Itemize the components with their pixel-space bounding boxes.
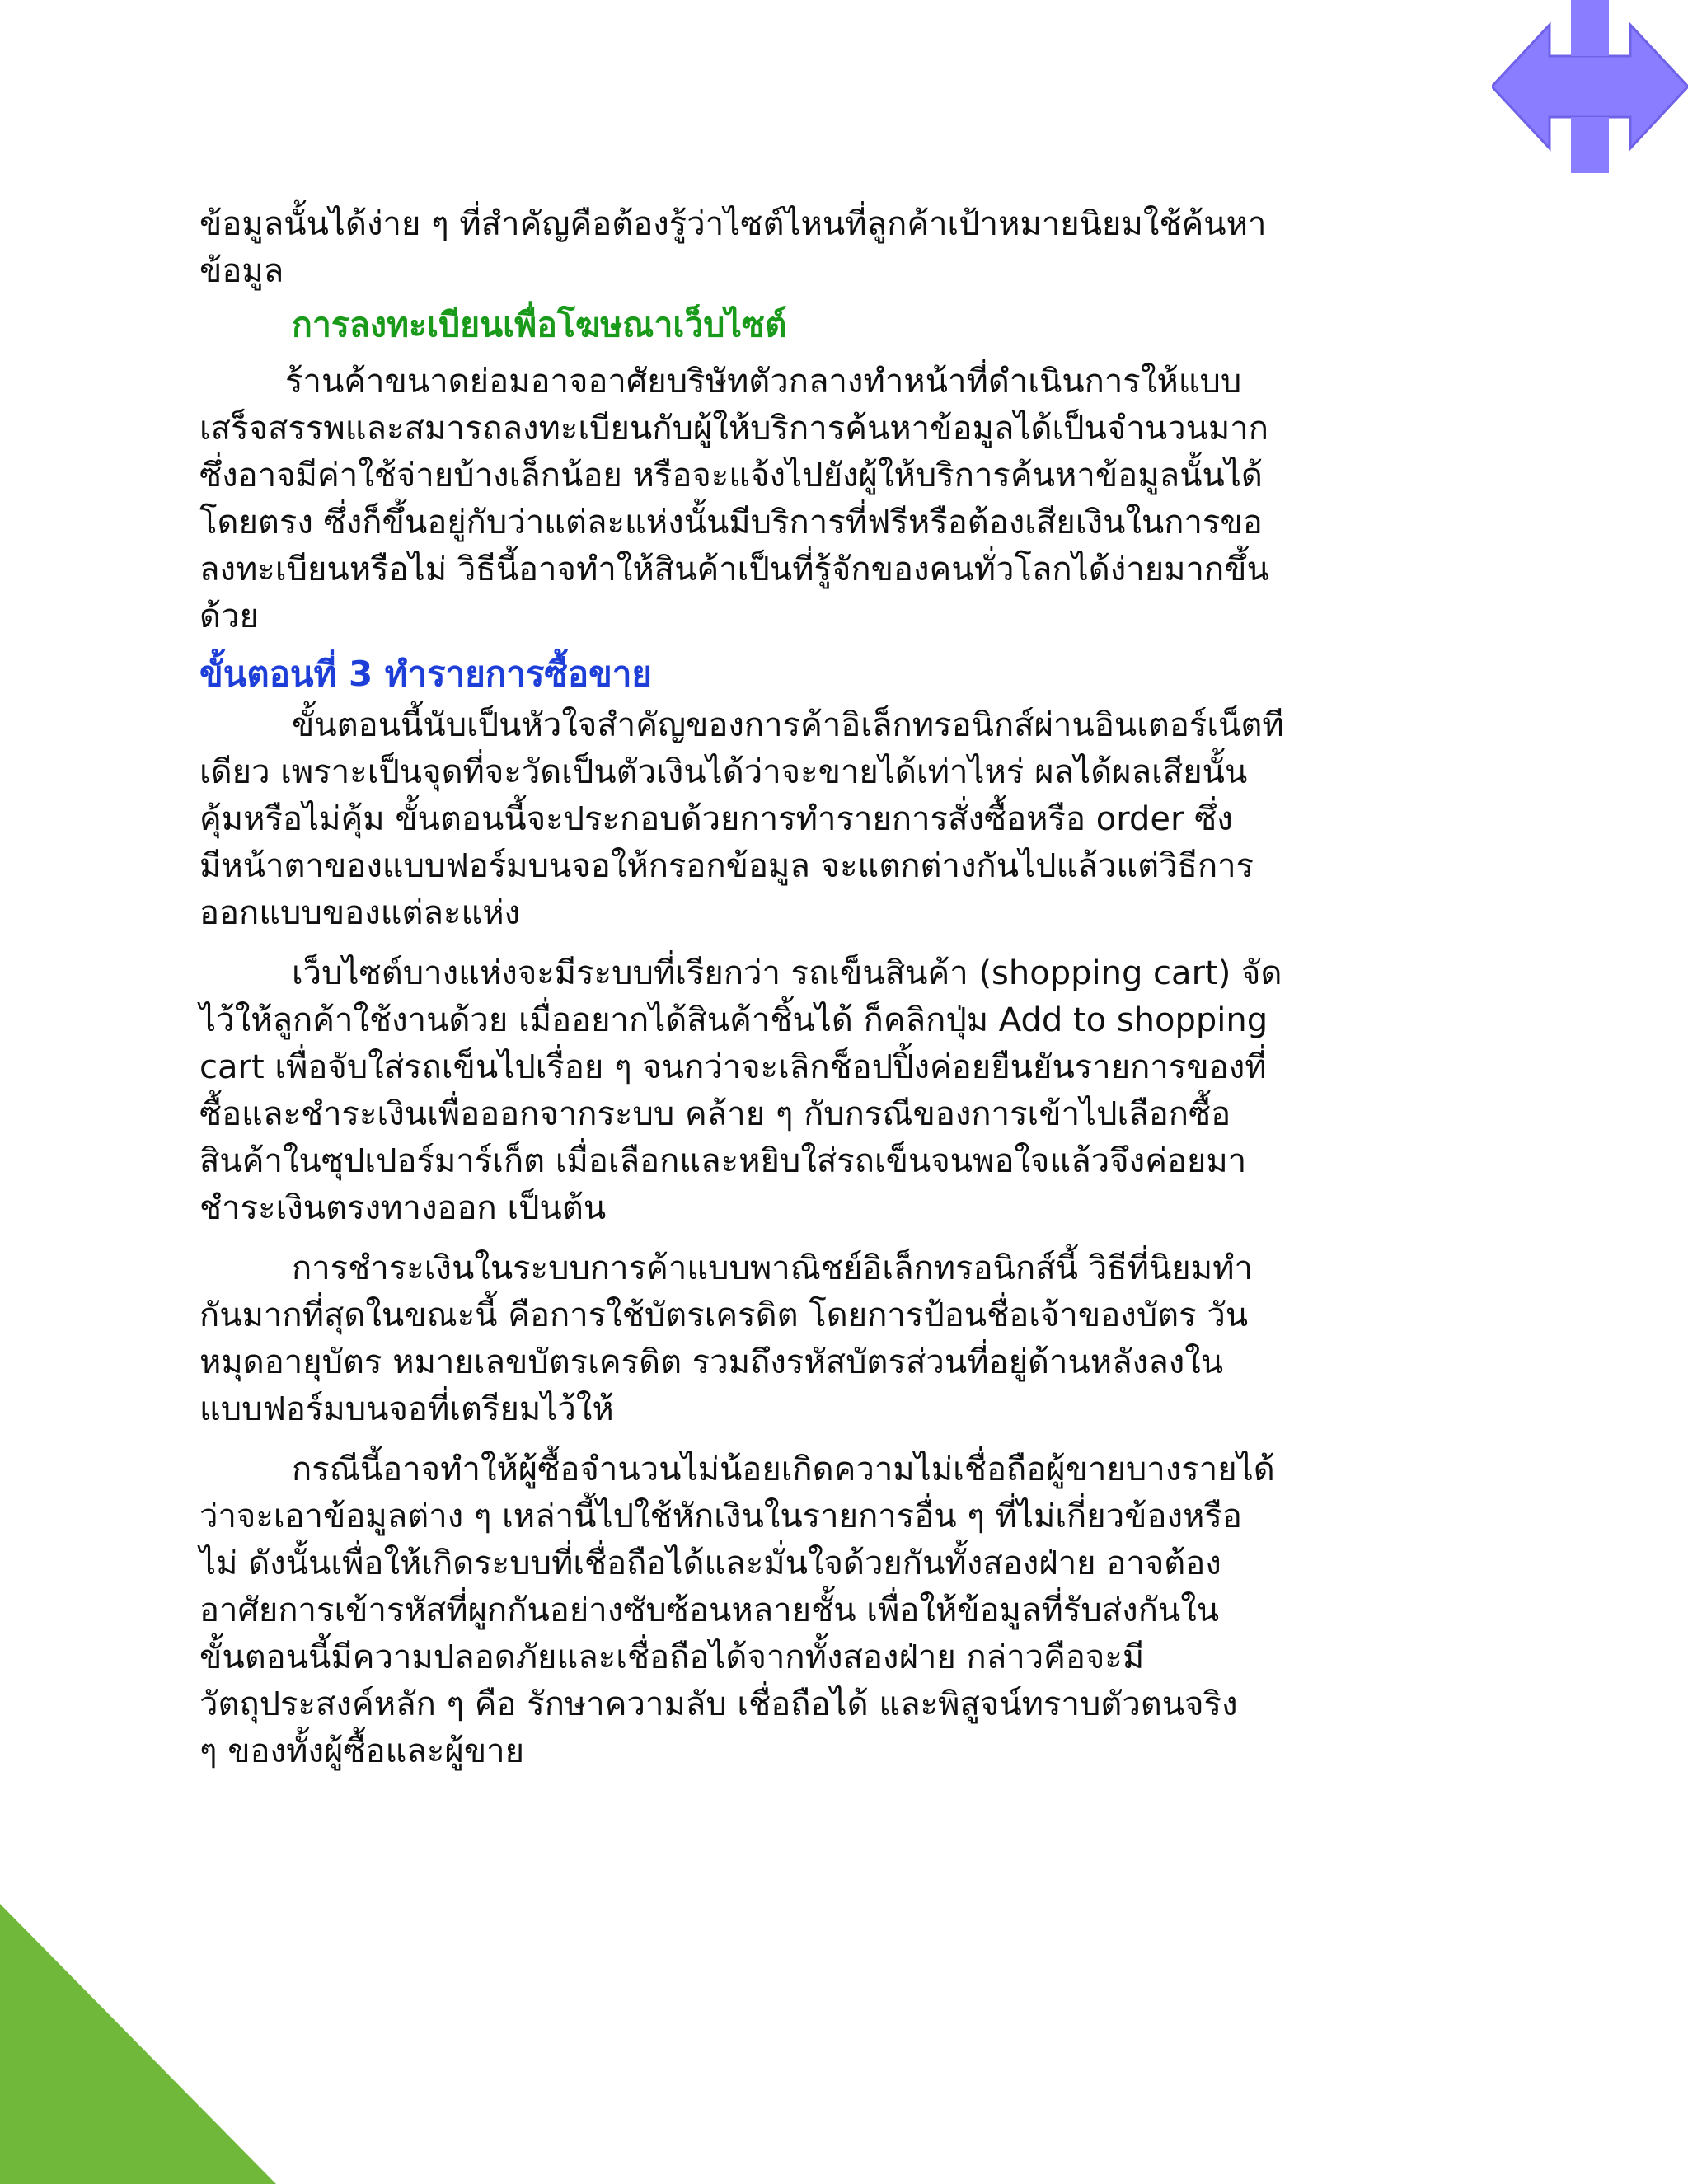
step3-paragraph-4 <box>199 1446 1411 1775</box>
text-line: เดียว เพราะเป็นจุดที่จะวัดเป็นตัวเงินได้ว่าจะขายได้เท่าไหร่ ผลได้ผลเสียนั้น <box>199 753 1248 791</box>
step3-paragraph-1 <box>199 702 1411 937</box>
left-right-arrow-icon[interactable] <box>1492 0 1688 173</box>
text-line: ข้อมูลนั้นได้ง่าย ๆ ที่สำคัญคือต้องรู้ว่าไซต์ไหนที่ลูกค้าเป้าหมายนิยมใช้ค้นหา <box>199 205 1267 243</box>
text-line: ด้วย <box>199 598 259 635</box>
text-line: ลงทะเบียนหรือไม่ วิธีนี้อาจทำให้สินค้าเป็นที่รู้จักของคนทั่วโลกได้ง่ายมากขึ้น <box>199 551 1269 588</box>
text-line: ไว้ให้ลูกค้าใช้งานด้วย เมื่ออยากได้สินค้าชิ้นได้ ก็คลิกปุ่ม Add to shopping <box>199 1001 1268 1039</box>
section-heading-step3: ขั้นตอนที่ 3 ทำรายการซื้อขาย <box>199 654 653 694</box>
text-line: ซื้อและชำระเงินเพื่อออกจากระบบ คล้าย ๆ กับกรณีของการเข้าไปเลือกซื้อ <box>199 1095 1231 1133</box>
text-line: อาศัยการเข้ารหัสที่ผูกกันอย่างซับซ้อนหลายชั้น เพื่อให้ข้อมูลที่รับส่งกันใน <box>199 1591 1220 1629</box>
text-line: ซึ่งอาจมีค่าใช้จ่ายบ้างเล็กน้อย หรือจะแจ้งไปยังผู้ให้บริการค้นหาข้อมูลนั้นได้ <box>199 457 1263 494</box>
text-line: ขั้นตอนนี้นับเป็นหัวใจสำคัญของการค้าอิเล็กทรอนิกส์ผ่านอินเตอร์เน็ตที <box>292 706 1284 744</box>
text-line: แบบฟอร์มบนจอที่เตรียมไว้ให้ <box>199 1390 614 1428</box>
text-line: โดยตรง ซึ่งก็ขึ้นอยู่กับว่าแต่ละแห่งนั้นมีบริการที่ฟรีหรือต้องเสียเงินในการขอ <box>199 504 1263 541</box>
section-heading-registration: การลงทะเบียนเพื่อโฆษณาเว็บไซต์ <box>292 305 787 344</box>
text-line: ไม่ ดังนั้นเพื่อให้เกิดระบบที่เชื่อถือได้และมั่นใจด้วยกันทั้งสองฝ่าย อาจต้อง <box>199 1544 1221 1582</box>
text-line: คุ้มหรือไม่คุ้ม ขั้นตอนนี้จะประกอบด้วยการทำรายการสั่งซื้อหรือ order ซึ่ง <box>199 800 1233 838</box>
text-line: ๆ ของทั้งผู้ซื้อและผู้ขาย <box>199 1732 525 1770</box>
text-line: สินค้าในซุปเปอร์มาร์เก็ต เมื่อเลือกและหยิบใส่รถเข็นจนพอใจแล้วจึงค่อยมา <box>199 1142 1247 1180</box>
step3-paragraph-3 <box>199 1245 1411 1433</box>
intro-paragraph <box>199 201 1411 295</box>
text-line: ข้อมูล <box>199 252 284 290</box>
text-line: กันมากที่สุดในขณะนี้ คือการใช้บัตรเครดิต โดยการป้อนชื่อเจ้าของบัตร วัน <box>199 1296 1249 1334</box>
text-line: กรณีนี้อาจทำให้ผู้ซื้อจำนวนไม่น้อยเกิดความไม่เชื่อถือผู้ขายบางรายได้ <box>292 1451 1275 1488</box>
text-line: วัตถุประสงค์หลัก ๆ คือ รักษาความลับ เชื่อถือได้ และพิสูจน์ทราบตัวตนจริง <box>199 1685 1238 1723</box>
text-line: ร้านค้าขนาดย่อมอาจอาศัยบริษัทตัวกลางทำหน้าที่ดำเนินการให้แบบ <box>285 363 1242 401</box>
step3-paragraph-2 <box>199 950 1411 1232</box>
registration-paragraph <box>199 359 1411 640</box>
text-line: cart เพื่อจับใส่รถเข็นไปเรื่อย ๆ จนกว่าจะเลิกช็อปปิ้งค่อยยืนยันรายการของที่ <box>199 1048 1267 1086</box>
text-line: ขั้นตอนนี้มีความปลอดภัยและเชื่อถือได้จากทั้งสองฝ่าย กล่าวคือจะมี <box>199 1638 1145 1676</box>
text-line: ชำระเงินตรงทางออก เป็นต้น <box>199 1189 607 1227</box>
document-body <box>199 201 1411 1775</box>
text-line: เสร็จสรรพและสมารถลงทะเบียนกับผู้ให้บริการค้นหาข้อมูลได้เป็นจำนวนมาก <box>199 410 1268 448</box>
text-line: มีหน้าตาของแบบฟอร์มบนจอให้กรอกข้อมูล จะแตกต่างกันไปแล้วแต่วิธีการ <box>199 847 1254 885</box>
text-line: การชำระเงินในระบบการค้าแบบพาณิชย์อิเล็กทรอนิกส์นี้ วิธีที่นิยมทำ <box>292 1249 1253 1287</box>
text-line: หมุดอายุบัตร หมายเลขบัตรเครดิต รวมถึงรหัสบัตรส่วนที่อยู่ด้านหลังลงใน <box>199 1343 1224 1381</box>
green-corner-triangle <box>0 1904 276 2184</box>
text-line: เว็บไซต์บางแห่งจะมีระบบที่เรียกว่า รถเข็นสินค้า (shopping cart) จัด <box>292 954 1282 992</box>
text-line: ว่าจะเอาข้อมูลต่าง ๆ เหล่านี้ไปใช้หักเงินในรายการอื่น ๆ ที่ไม่เกี่ยวข้องหรือ <box>199 1497 1242 1535</box>
text-line: ออกแบบของแต่ละแห่ง <box>199 894 521 932</box>
